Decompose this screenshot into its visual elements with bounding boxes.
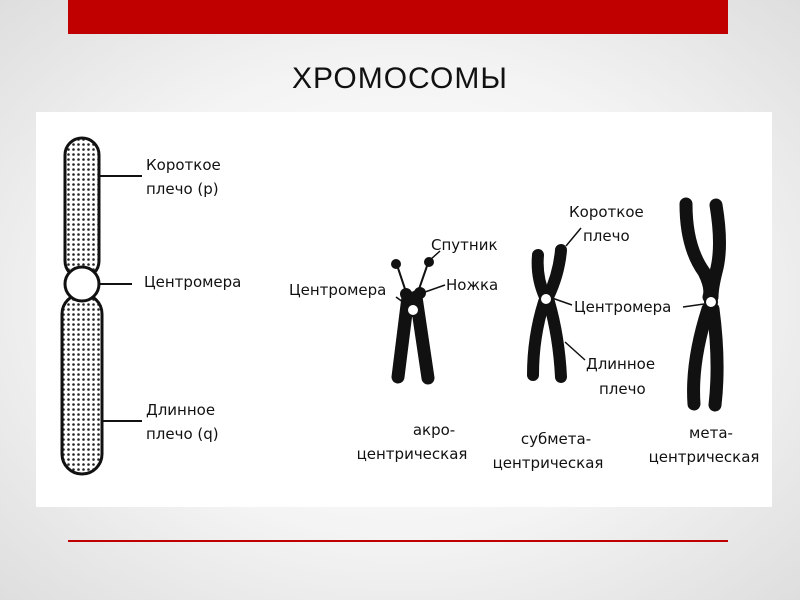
metacentric-caption-line2: центрическая — [648, 448, 760, 466]
submetacentric-caption-line1: субмета- — [520, 430, 592, 448]
centromere — [65, 267, 99, 301]
chromosome-figure — [36, 112, 772, 507]
short-arm-p — [65, 138, 99, 278]
metacentric-chromosome — [649, 204, 760, 466]
long-arm-q — [62, 294, 102, 474]
submeta-long-arm-label-line2: плечо — [599, 380, 646, 398]
satellite-label: Спутник — [431, 236, 498, 254]
stalk-knob-right — [414, 287, 426, 299]
metacentric-caption-line1: мета- — [689, 424, 733, 442]
acrocentric-caption-line1: акро- — [412, 421, 456, 439]
main-chromosome — [62, 138, 241, 474]
submeta-centromere — [540, 293, 552, 305]
submeta-short-arm-label-line1: Короткое — [569, 203, 644, 221]
acrocentric-caption-line2: центрическая — [356, 445, 468, 463]
acro-centromere — [407, 304, 419, 316]
short-arm-label-line1: Короткое — [146, 156, 221, 174]
slide-title: ХРОМОСОМЫ — [292, 62, 508, 95]
submeta-centromere-label: Центромера — [574, 298, 672, 316]
short-arm-label-line2: плечо (p) — [146, 180, 219, 198]
long-arm-label-line2: плечо (q) — [146, 425, 219, 443]
stalk-knob-left — [400, 288, 412, 300]
submetacentric-chromosome — [493, 203, 672, 472]
acro-centromere-label: Центромера — [289, 281, 387, 299]
stalk-label: Ножка — [446, 276, 499, 294]
top-accent-bar — [68, 0, 728, 34]
submeta-short-arm-label-line2: плечо — [583, 227, 630, 245]
acrocentric-chromosome — [289, 236, 498, 463]
satellite-left — [391, 259, 401, 269]
chromosome-diagram — [36, 112, 772, 507]
centromere-label: Центромера — [144, 273, 242, 291]
submeta-long-arm-label-line1: Длинное — [586, 355, 656, 373]
bottom-accent-rule — [68, 540, 728, 542]
long-arm-label-line1: Длинное — [146, 401, 216, 419]
submetacentric-caption-line2: центрическая — [492, 454, 604, 472]
meta-centromere — [705, 296, 717, 308]
